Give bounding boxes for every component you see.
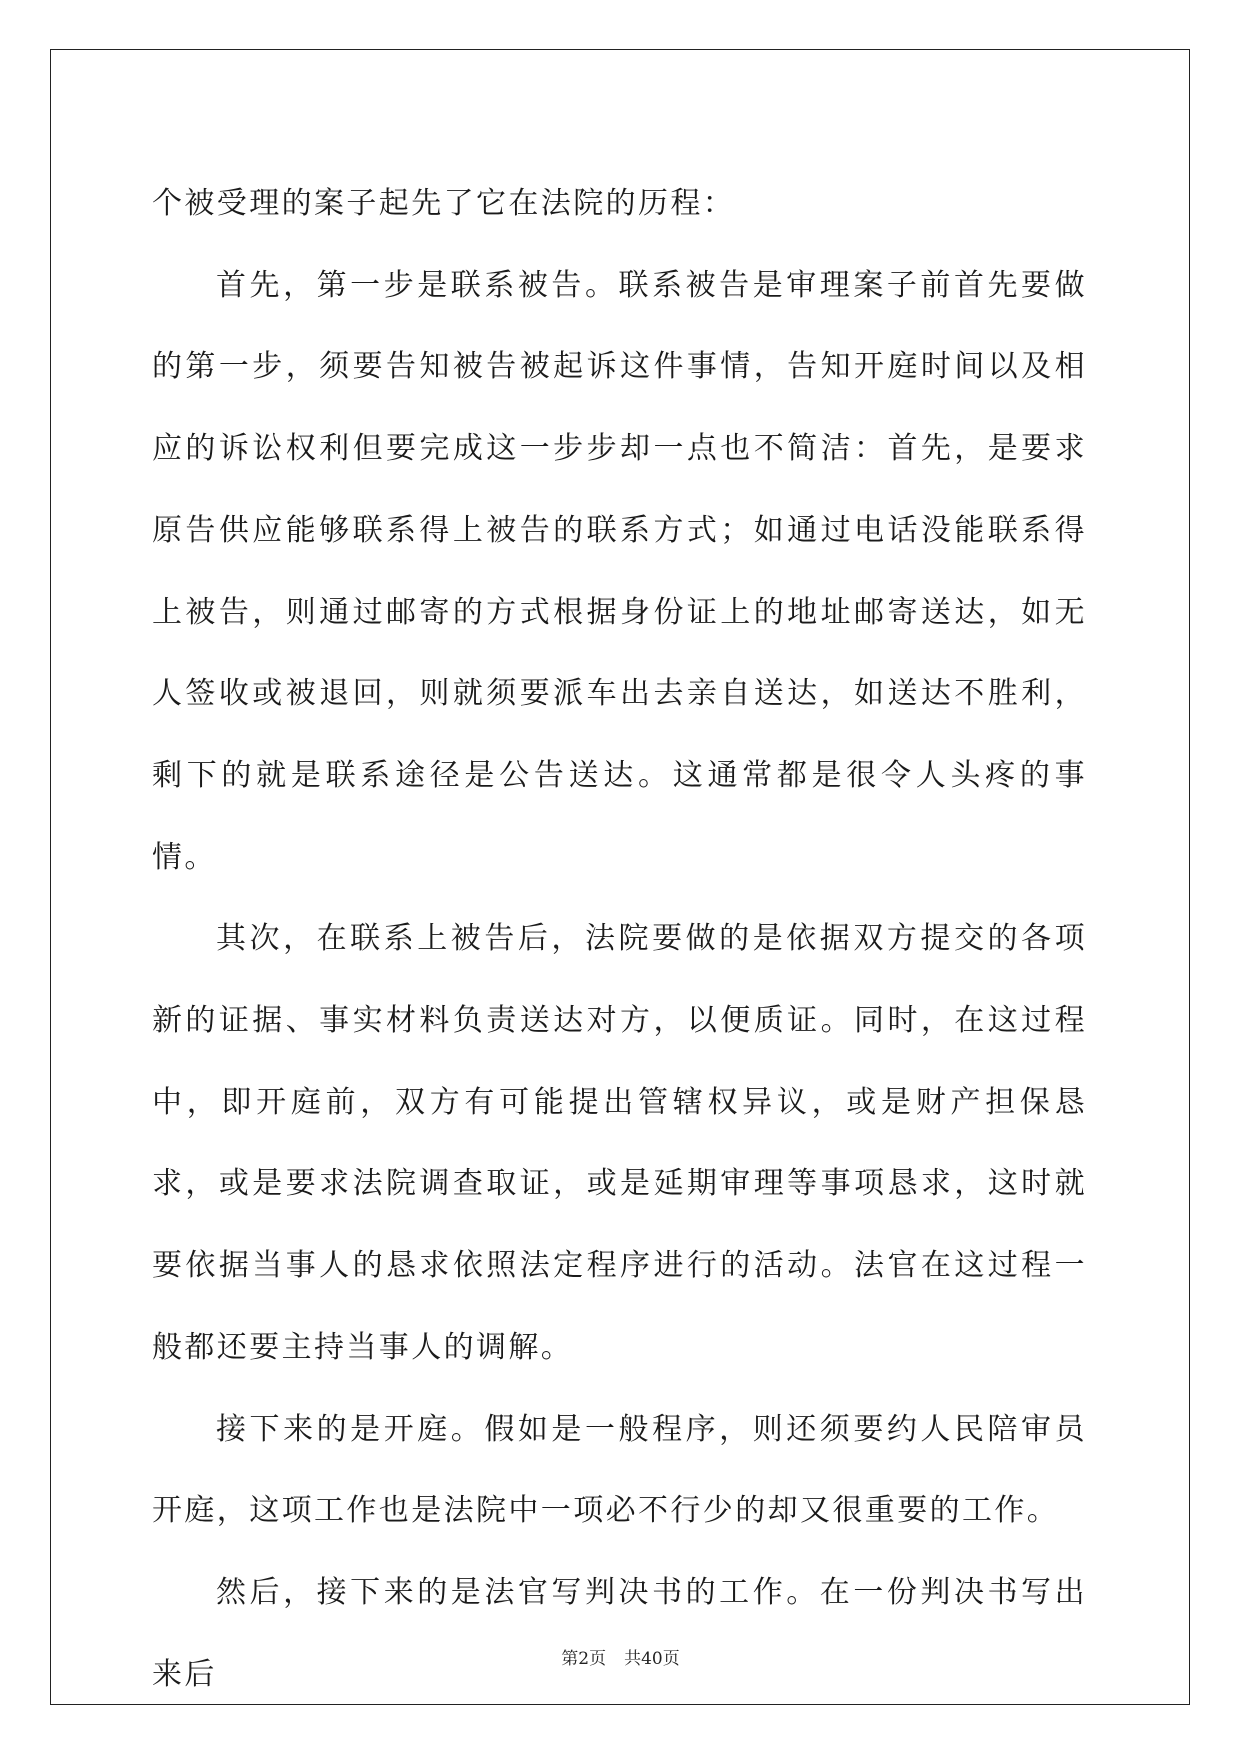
paragraph-court-session: 接下来的是开庭。假如是一般程序，则还须要约人民陪审员开庭，这项工作也是法院中一项必不行少的却又很重要的工作。	[152, 1411, 1087, 1529]
page-number: 第2页	[561, 1649, 607, 1669]
paragraph-continued: 个被受理的案子起先了它在法院的历程：	[152, 186, 736, 221]
total-pages: 共40页	[624, 1649, 680, 1669]
paragraph-second-step: 其次，在联系上被告后，法院要做的是依据双方提交的各项新的证据、事实材料负责送达对方，以便质证。同时，在这过程中，即开庭前，双方有可能提出管辖权异议，或是财产担保恳求，或是要求法院调查取证，或是延期审理等事项恳求，这时就要依据当事人的恳求依照法定程序进行的活动。法官在这过程一般都还要主持当事人的调解。	[152, 921, 1087, 1365]
page-footer	[0, 1644, 1241, 1669]
paragraph-first-step: 首先，第一步是联系被告。联系被告是审理案子前首先要做的第一步，须要告知被告被起诉这件事情，告知开庭时间以及相应的诉讼权利但要完成这一步步却一点也不简洁：首先，是要求原告供应能够联系得上被告的联系方式；如通过电话没能联系得上被告，则通过邮寄的方式根据身份证上的地址邮寄送达，如无人签收或被退回，则就须要派车出去亲自送达，如送达不胜利，剩下的就是联系途径是公告送达。这通常都是很令人头疼的事情。	[152, 267, 1087, 875]
document-body	[152, 163, 1087, 1715]
paragraph-judgment: 然后，接下来的是法官写判决书的工作。在一份判决书写出来后	[152, 1574, 1087, 1692]
